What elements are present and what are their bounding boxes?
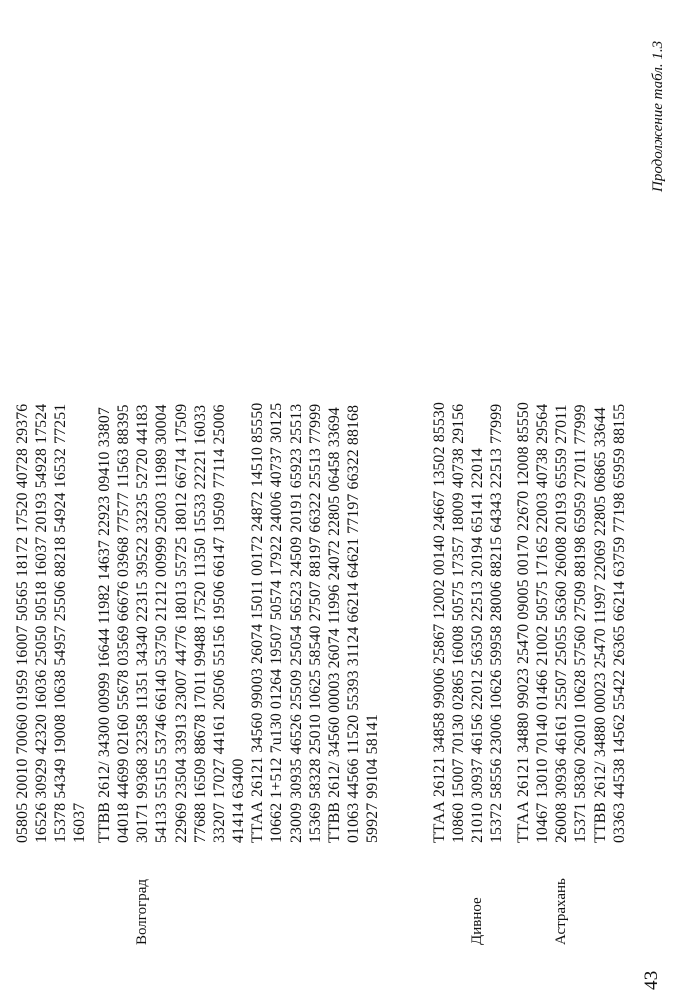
table-row: 10662 1+512 7u130 01264 19507 50574 17922 24006 40737 30125 (268, 402, 286, 843)
table-row: ТТВВ 2612/ 34560 00003 26074 11996 24072 22805 06458 33694 (325, 407, 343, 843)
table-row: ТТАА 26121 34880 99023 25470 09005 00170 22670 12008 85550 (515, 401, 532, 843)
table-row: 15372 58556 23006 10626 59958 28006 88215 64343 22513 77999 (488, 403, 506, 843)
table-row: ТТВВ 2612/ 34300 00999 16644 11982 14637 22923 09410 33807 (96, 407, 113, 843)
table-row: 26008 30936 46161 25507 25055 56360 26008 20193 65559 27011 (553, 404, 571, 843)
table-row: 16037 (71, 802, 89, 843)
table-row: 05805 20010 70060 01959 16007 50565 18172 17520 40728 29376 (14, 403, 31, 843)
table-row: 22969 23504 33913 23007 44776 18013 55725 18012 66714 17509 (172, 403, 190, 843)
table-row: 59927 99104 58141 (364, 714, 382, 843)
table-row: 01063 44566 11520 55393 31124 66214 64621 77197 66322 88168 (344, 404, 362, 843)
table-row: 30171 99368 32358 11351 34340 22315 39522 33235 52720 44183 (134, 404, 152, 843)
table-row: 21010 30937 46156 22012 56350 22513 20194 65141 22014 (469, 448, 487, 843)
table-row: 23009 30935 46526 25509 25054 56523 24509 20191 65923 25513 (287, 403, 305, 843)
table-row: 16526 30929 42320 16036 25050 50518 16037 20193 54928 17524 (33, 403, 51, 843)
continuation-label: Продолжение табл. 1.3 (650, 40, 666, 192)
table-row: ТТАА 26121 34560 99003 26074 15011 00172 24872 14510 85550 (249, 402, 267, 843)
table-row: 03363 44538 14562 55422 26365 66214 63759 77198 65959 88155 (610, 403, 628, 843)
table-row: 15371 58360 26010 10628 57560 27509 88198 65959 27011 77999 (572, 404, 590, 843)
table-row: 04018 44699 02160 55678 03569 66676 03968 77577 11563 88395 (115, 404, 133, 843)
table-row: ТТАА 26121 34858 99006 25867 12002 00140 24667 13502 85530 (431, 401, 448, 843)
page-number: 43 (641, 970, 662, 990)
city-label: Волгоград (134, 878, 150, 945)
city-label: Дивное (469, 897, 485, 945)
table-row: 15378 54349 19008 10638 54957 25506 88218 54924 16532 77251 (52, 403, 70, 843)
table-row: 77688 16509 88678 17011 99488 17520 11350 15533 22221 16033 (191, 404, 209, 843)
table-row: 54133 55155 53746 66140 53750 21212 00999 25003 11989 30004 (153, 404, 171, 843)
table-row: ТТВВ 2612/ 34880 00023 25470 11997 22069 22805 06865 33644 (591, 407, 609, 843)
table-row: 10467 13010 70140 01466 21002 50575 17165 22003 40738 29564 (534, 403, 552, 843)
city-label: Астрахань (553, 878, 569, 945)
table-row: 41414 63400 (230, 758, 248, 843)
table-row: 15369 58328 25010 10625 58540 27507 88197 66322 25513 77999 (306, 403, 324, 843)
table-row: 10860 15007 70130 02865 16008 50575 17357 18009 40738 29156 (450, 403, 468, 843)
table-row: 33207 17027 44161 20506 55156 19506 66147 19509 77114 25006 (210, 404, 228, 843)
